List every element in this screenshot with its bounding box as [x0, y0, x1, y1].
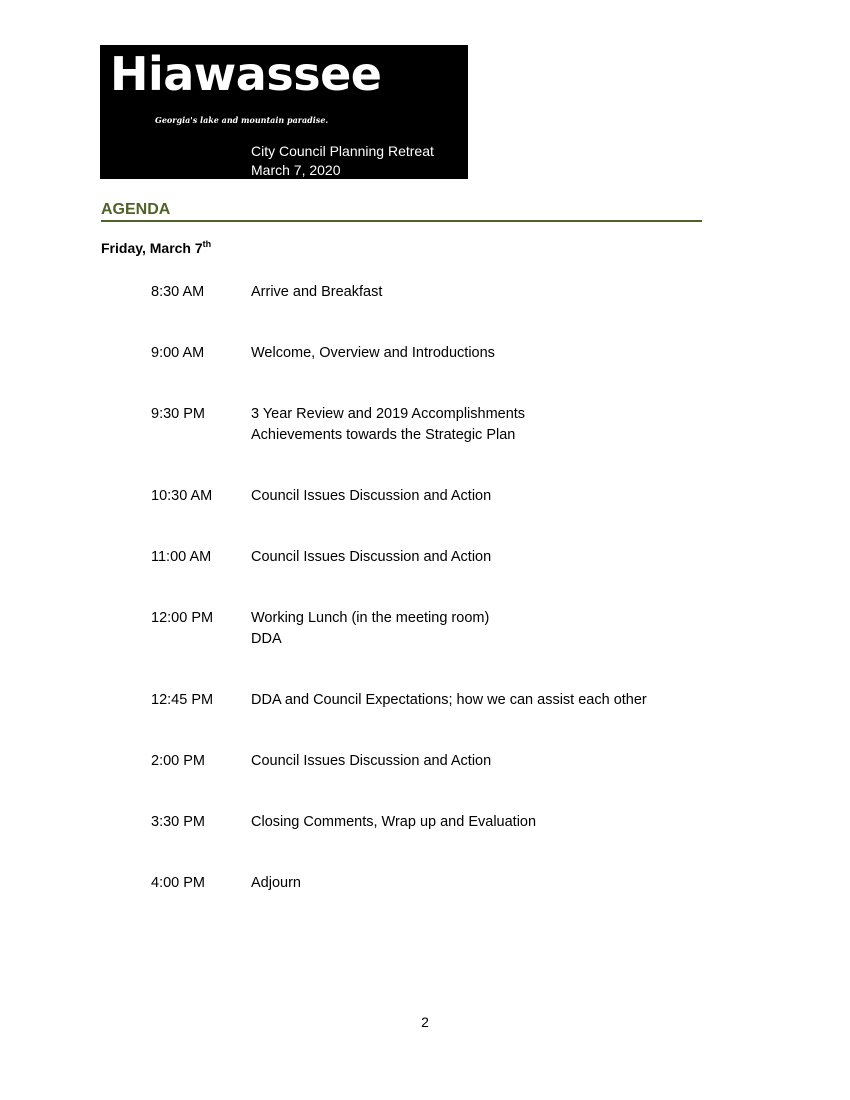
agenda-item	[151, 282, 751, 303]
day-suffix: th	[202, 239, 212, 249]
agenda-item	[151, 608, 751, 650]
agenda-item-time: 3:30 PM	[151, 814, 205, 830]
event-title: City Council Planning Retreat	[251, 143, 434, 159]
agenda-item-time: 10:30 AM	[151, 488, 213, 504]
agenda-item-line: Council Issues Discussion and Action	[251, 488, 492, 504]
agenda-item-line: Council Issues Discussion and Action	[251, 549, 492, 565]
agenda-item-time: 2:00 PM	[151, 753, 205, 769]
agenda-item-time: 12:00 PM	[151, 610, 214, 626]
agenda-item-line: DDA	[251, 631, 282, 647]
agenda-item	[151, 751, 751, 772]
agenda-item-description	[251, 812, 751, 833]
agenda-item-line: DDA and Council Expectations; how we can assist each other	[251, 692, 647, 708]
agenda-item	[151, 690, 751, 711]
event-date: March 7, 2020	[251, 162, 341, 178]
agenda-item-line: Closing Comments, Wrap up and Evaluation	[251, 814, 537, 830]
agenda-item	[151, 404, 751, 446]
agenda-item-time: 12:45 PM	[151, 692, 214, 708]
agenda-item	[151, 547, 751, 568]
tagline: Georgia's lake and mountain paradise.	[155, 115, 329, 125]
agenda-item-time: 4:00 PM	[151, 875, 205, 891]
day-label: Friday, March 7	[101, 240, 203, 256]
page-number: 2	[421, 1014, 429, 1030]
agenda-item-time: 9:00 AM	[151, 345, 205, 361]
agenda-item-time: 11:00 AM	[151, 549, 212, 565]
agenda-heading: AGENDA	[101, 200, 702, 222]
agenda-item-line: Working Lunch (in the meeting room)	[251, 610, 490, 626]
agenda-item-description	[251, 690, 751, 711]
agenda-item-description	[251, 873, 751, 894]
day-heading	[101, 240, 211, 256]
agenda-item	[151, 873, 751, 894]
logo: Hiawassee	[110, 47, 382, 101]
agenda-item-line: 3 Year Review and 2019 Accomplishments	[251, 406, 526, 422]
agenda-item-line: Welcome, Overview and Introductions	[251, 345, 495, 361]
agenda-item-line: Arrive and Breakfast	[251, 284, 383, 300]
agenda-item-description	[251, 751, 751, 772]
agenda-item-description	[251, 282, 751, 303]
agenda-item-description	[251, 547, 751, 568]
agenda-item-time: 9:30 PM	[151, 406, 205, 422]
header-banner	[100, 45, 468, 179]
agenda-item	[151, 486, 751, 507]
agenda-item	[151, 812, 751, 833]
agenda-item-line: Achievements towards the Strategic Plan	[251, 427, 516, 443]
agenda-item-line: Adjourn	[251, 875, 301, 891]
agenda-schedule	[151, 282, 751, 894]
agenda-item	[151, 343, 751, 364]
agenda-item-description	[251, 608, 751, 650]
agenda-item-description	[251, 404, 751, 446]
agenda-item-time: 8:30 AM	[151, 284, 205, 300]
agenda-item-line: Council Issues Discussion and Action	[251, 753, 492, 769]
agenda-item-description	[251, 343, 751, 364]
agenda-item-description	[251, 486, 751, 507]
